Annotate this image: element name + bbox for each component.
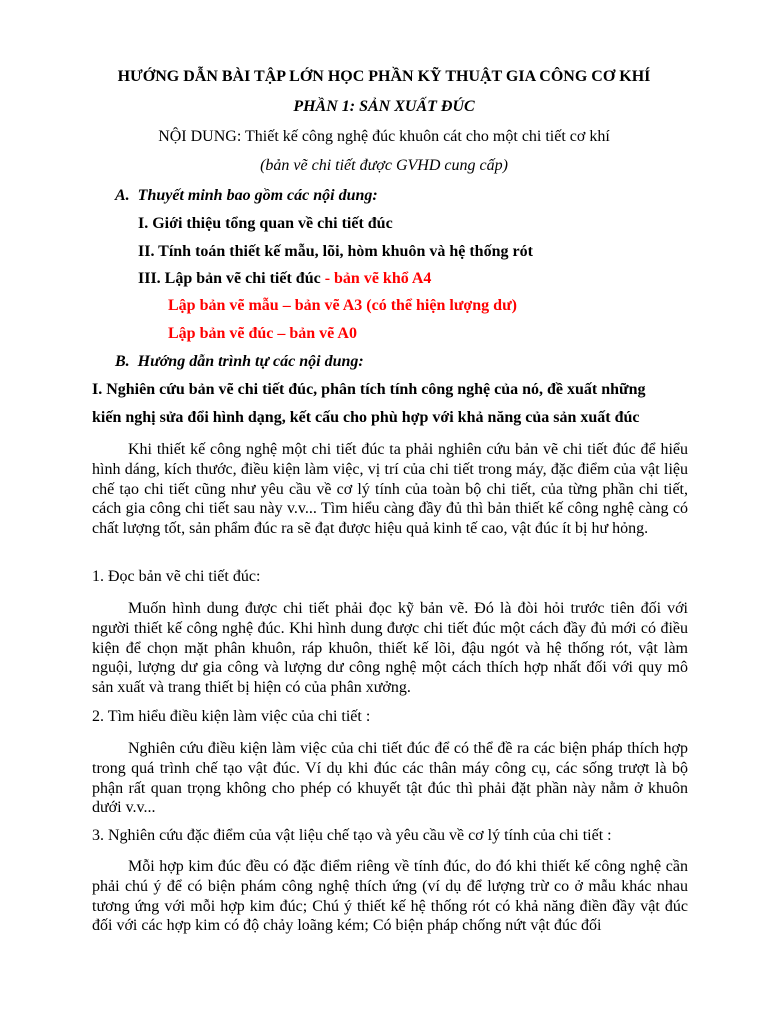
heading-i-line2: kiến nghị sửa đổi hình dạng, kết cấu cho phù hợp với khả năng của sản xuất đúc (92, 409, 640, 426)
paragraph-2 (92, 599, 688, 698)
section-a-heading (115, 186, 378, 206)
section-a-title: Thuyết minh bao gồm các nội dung: (137, 187, 378, 204)
paragraph-2-text: Muốn hình dung được chi tiết phải đọc kỹ bản vẽ. Đó là đòi hỏi trước tiên đối với người thiết kế công nghệ đúc. Khi hình dung được chi tiết đúc một cách đầy đủ mới có điều kiện để chọn mặt phân khuôn, ráp khuôn, thiết kế lõi, đậu ngót và hệ thống rót, vật làm nguội, lượng dư gia công và lượng dư công nghệ một cách thích hợp nhất đối với quy mô sản xuất và trang thiết bị hiện có của phân xưởng. (92, 600, 688, 697)
paragraph-4 (92, 857, 688, 936)
paragraph-1 (92, 440, 688, 539)
document-title: HƯỚNG DẪN BÀI TẬP LỚN HỌC PHẦN KỸ THUẬT GIA CÔNG CƠ KHÍ (117, 68, 651, 85)
paragraph-4-text: Mỗi hợp kim đúc đều có đặc điểm riêng về tính đúc, do đó khi thiết kế công nghệ cần phải chú ý để có biện phám công nghệ thích ứng (ví dụ để lượng trừ co ở mẫu khác nhau tương ứng với mỗi hợp kim đúc; Chú ý thiết kế hệ thống rót có khả năng điền đầy vật đúc đối với các hợp kim có độ chảy loãng kém; Có biện pháp chống nứt vật đúc đối (92, 858, 688, 935)
item-iii-sub1: Lập bản vẽ mẫu – bản vẽ A3 (có thể hiện lượng dư) (168, 297, 517, 314)
subheading-1: 1. Đọc bản vẽ chi tiết đúc: (92, 568, 261, 585)
item-iii-red: - bản vẽ khổ A4 (320, 270, 432, 287)
section-b-marker: B. (115, 353, 130, 370)
item-i: I. Giới thiệu tổng quan về chi tiết đúc (138, 215, 393, 232)
subheading-2: 2. Tìm hiểu điều kiện làm việc của chi tiết : (92, 708, 371, 725)
heading-i-line1: I. Nghiên cứu bản vẽ chi tiết đúc, phân tích tính công nghệ của nó, đề xuất những (92, 381, 646, 398)
item-iii-main: III. Lập bản vẽ chi tiết đúc (138, 270, 321, 287)
item-ii: II. Tính toán thiết kế mẫu, lõi, hòm khuôn và hệ thống rót (138, 243, 533, 260)
part-title: PHẦN 1: SẢN XUẤT ĐÚC (293, 98, 475, 115)
item-iii-sub2: Lập bản vẽ đúc – bản vẽ A0 (168, 325, 357, 342)
paragraph-3-text: Nghiên cứu điều kiện làm việc của chi tiết đúc để có thể đề ra các biện pháp thích hợp trong quá trình chế tạo vật đúc. Ví dụ khi đúc các thân máy công cụ, các sống trượt là bộ phận rất quan trọng không cho phép có khuyết tật đúc thì phải đặt phần này nằm ở khuôn dưới v.v... (92, 740, 688, 817)
section-a-marker: A. (115, 187, 130, 204)
content-line: NỘI DUNG: Thiết kế công nghệ đúc khuôn cát cho một chi tiết cơ khí (158, 128, 610, 145)
paragraph-3 (92, 739, 688, 818)
subheading-3: 3. Nghiên cứu đặc điểm của vật liệu chế tạo và yêu cầu về cơ lý tính của chi tiết : (92, 827, 612, 844)
item-iii (138, 269, 431, 289)
section-b-title: Hướng dẫn trình tự các nội dung: (137, 353, 364, 370)
paragraph-1-text: Khi thiết kế công nghệ một chi tiết đúc ta phải nghiên cứu bản vẽ chi tiết đúc để hiểu hình dáng, kích thước, điều kiện làm việc, vị trí của chi tiết trong máy, đặc điểm của vật liệu chế tạo chi tiết cũng như yêu cầu về cơ lý tính của toàn bộ chi tiết, của từng phần chi tiết, cách gia công chi tiết sau này v.v... Tìm hiểu càng đầy đủ thì bản thiết kế công nghệ càng có chất lượng tốt, sản phẩm đúc ra sẽ đạt được hiệu quả kinh tế cao, vật đúc ít bị hư hỏng. (92, 441, 688, 538)
content-note: (bản vẽ chi tiết được GVHD cung cấp) (260, 157, 508, 174)
section-b-heading (115, 352, 364, 372)
